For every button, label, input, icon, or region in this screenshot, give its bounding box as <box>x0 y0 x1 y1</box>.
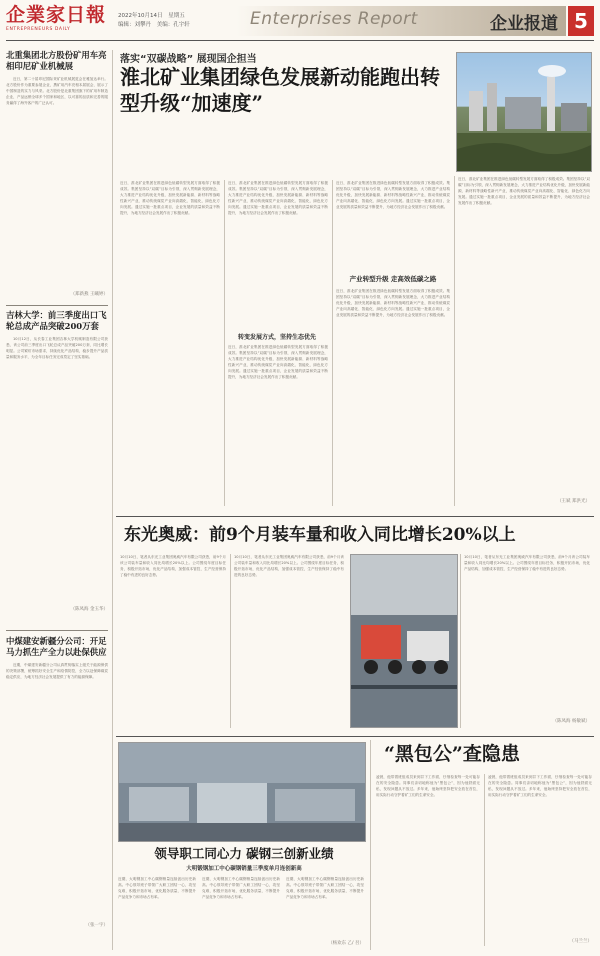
steel-illustration <box>119 743 365 841</box>
issue-date: 2022年10月14日 <box>118 13 163 19</box>
coal-plant-photo <box>456 52 592 172</box>
article-body-col1: 近日，淮北矿业集团在推进绿色低碳转型发展方面取得了积极成效。集团坚持以“双碳”目标为引领，深入贯彻新发展理念，大力推进产业结构优化升级，加快发展新能源、新材料等战略性新兴产业，推动传统煤炭产业向高端化、智能化、绿色化方向发展。通过实施一批重点项目，企业发展的质量和效益不断提升，为地方经济社会发展作出了积极贡献。 <box>120 181 220 215</box>
article-body-col2: 近日，淮北矿业集团在推进绿色低碳转型发展方面取得了积极成效。集团坚持以“双碳”目标为引领，深入贯彻新发展理念，大力推进产业结构优化升级，加快发展新能源、新材料等战略性新兴产业，推动传统煤炭产业向高端化、智能化、绿色化方向发展。通过实施一批重点项目，企业发展的质量和效益不断提升，为地方经济社会发展作出了积极贡献。 <box>228 181 328 215</box>
article-huaibei-ipo <box>6 50 108 300</box>
article-body-col4: 近日，淮北矿业集团在推进绿色低碳转型发展方面取得了积极成效。集团坚持以“双碳”目标为引领，深入贯彻新发展理念，大力推进产业结构优化升级，加快发展新能源、新材料等战略性新兴产业，推动传统煤炭产业向高端化、智能化、绿色化方向发展。通过实施一批重点项目，企业发展的质量和效益不断提升，为地方经济社会发展作出了积极贡献。 <box>458 177 590 205</box>
plant-illustration <box>457 53 591 171</box>
page-number: 5 <box>574 9 588 33</box>
column-divider <box>454 176 455 506</box>
column-divider <box>460 554 461 728</box>
article-jilin <box>6 310 108 625</box>
article-body-col3: 10月10日，笔者从东光工业集团奥威汽车有限公司获悉，前9个月该公司装车量和收入同比均增长20%以上。公司围绕年度目标任务，积极开拓市场，优化产品结构，加强成本管控，生产经营保持了稳中有进的良好态势。 <box>464 555 590 571</box>
article-title: “黑包公”查隐患 <box>384 743 520 765</box>
article-title: 吉林大学：前三季度出口飞轮总成产品突破200万套 <box>6 310 107 331</box>
section-banner <box>236 6 566 36</box>
column-divider <box>230 554 231 728</box>
truck-assembly-photo <box>350 554 458 728</box>
article-title: 东光奥威：前9个月装车量和收入同比增长20%以上 <box>124 525 516 545</box>
article-byline: （王斌 郑洪光） <box>557 499 590 504</box>
article-body-col2: 近期，大明钢加工中心碳钢销量连续创出历史新高。中心领导班子带领广大职工团结一心，攻坚克难，积极开拓市场，优化服务质量，不断提升产品竞争力和市场占有率。 <box>202 877 280 899</box>
masthead-info <box>118 12 228 30</box>
article-kicker: 落实“双碳战略” 展现国企担当 <box>120 54 257 65</box>
article-body-col3b: 近日，淮北矿业集团在推进绿色低碳转型发展方面取得了积极成效。集团坚持以“双碳”目标为引领，深入贯彻新发展理念，大力推进产业结构优化升级，加快发展新能源、新材料等战略性新兴产业，推动传统煤炭产业向高端化、智能化、绿色化方向发展。通过实施一批重点项目，企业发展的质量和效益不断提升，为地方经济社会发展作出了积极贡献。 <box>336 289 450 317</box>
article-title: 领导职工同心力 碳钢三创新业绩 <box>154 846 334 861</box>
article-body-col2: 10月10日，笔者从东光工业集团奥威汽车有限公司获悉，前9个月该公司装车量和收入同比均增长20%以上。公司围绕年度目标任务，积极开拓市场，优化产品结构，加强成本管控，生产经营保持了稳中有进的良好态势。 <box>234 555 344 577</box>
steel-products-photo <box>118 742 366 842</box>
article-subtitle: 大明锻钢加工中心碳钢销量三季度单月连创新高 <box>186 866 302 872</box>
article-body-col3: 近期，大明钢加工中心碳钢销量连续创出历史新高。中心领导班子带领广大职工团结一心，攻坚克难，积极开拓市场，优化服务质量，不断提升产品竞争力和市场占有率。 <box>286 877 364 899</box>
article-byline: （杨欢东 乙/ 吾） <box>328 941 364 946</box>
section-title-cn: 企业报道 <box>490 14 558 34</box>
article-body: 近期，中煤建安新疆分公司认真贯彻落实上级关于能源保供的决策部署，统筹抓好安全生产和疫情防控，全力以赴保障煤炭稳定供应，为地方经济社会发展提供了有力的能源保障。 <box>6 663 108 679</box>
article-byline: （郑新燕 王曦婷） <box>70 292 108 297</box>
masthead-logo <box>6 3 106 35</box>
article-zhongxing <box>6 636 108 948</box>
article-byline: （张一宇） <box>85 923 108 928</box>
designer-credit: 美编：孔宇轩 <box>156 22 190 28</box>
article-dongfeng <box>116 520 594 732</box>
divider <box>116 736 594 737</box>
section-title-en: Enterprises Report <box>250 9 418 29</box>
article-byline: （马兰兰） <box>569 939 592 944</box>
divider <box>116 516 594 517</box>
article-body-col3: 近日，淮北矿业集团在推进绿色低碳转型发展方面取得了积极成效。集团坚持以“双碳”目标为引领，深入贯彻新发展理念，大力推进产业结构优化升级，加快发展新能源、新材料等战略性新兴产业，推动传统煤炭产业向高端化、智能化、绿色化方向发展。通过实施一批重点项目，企业发展的质量和效益不断提升，为地方经济社会发展作出了积极贡献。 <box>336 181 450 209</box>
article-body: 10月12日，从长春工业集团吉林大学机械制造有限公司获悉，该公司前三季度出口飞轮总成产品突破200万套，同比增长明显。公司紧盯市场需求，持续优化产品结构，稳步提升产品质量和服务水平，为全年目标任务完成奠定了坚实基础。 <box>6 337 108 359</box>
page-number-badge <box>568 6 594 36</box>
truck-illustration <box>351 555 457 727</box>
column-divider <box>370 740 371 950</box>
issue-weekday: 星期五 <box>168 13 185 19</box>
article-coal <box>116 48 594 513</box>
article-body-col1: 近期，大明钢加工中心碳钢销量连续创出历史新高。中心领导班子带领广大职工团结一心，攻坚克难，积极开拓市场，优化服务质量，不断提升产品竞争力和市场占有率。 <box>118 877 196 899</box>
logo-main: 企業家日報 <box>6 4 107 26</box>
logo-sub: ENTREPRENEURS DAILY <box>6 27 71 32</box>
column-divider <box>224 180 225 506</box>
masthead-rule <box>6 40 594 41</box>
column-divider <box>112 50 113 950</box>
masthead <box>0 0 600 42</box>
article-byline: （陈凤海 杨敏斌） <box>552 719 590 724</box>
article-title: 北重集团北方股份矿用车亮相印尼矿业机械展 <box>6 50 107 71</box>
section-subhead-1: 产业转型升级 走高效低碳之路 <box>349 275 437 283</box>
article-body-col2b: 近日，淮北矿业集团在推进绿色低碳转型发展方面取得了积极成效。集团坚持以“双碳”目标为引领，深入贯彻新发展理念，大力推进产业结构优化升级，加快发展新能源、新材料等战略性新兴产业，推动传统煤炭产业向高端化、智能化、绿色化方向发展。通过实施一批重点项目，企业发展的质量和效益不断提升，为地方经济社会发展作出了积极贡献。 <box>228 345 328 379</box>
article-byline: （陈凤海 金玉华） <box>70 607 108 612</box>
article-black <box>374 740 594 950</box>
article-body-col1: 凌晨，他带着班组成员来到井下工作面，仔细检查每一处可能存在的安全隐患。同事们亲切地称他为“黑包公”，因为他铁面无私，发现问题从不放过。多年来，他始终坚持把安全放在首位，用实际行动守护着矿工们的生命安全。 <box>376 775 480 797</box>
column-divider <box>332 180 333 506</box>
article-leader <box>116 740 366 950</box>
article-title: 中煤建安新疆分公司：开足马力抓生产全力以赴保供应 <box>6 636 107 657</box>
section-subhead-2: 转变发展方式，坚持生态优先 <box>237 334 316 341</box>
article-body-col2: 凌晨，他带着班组成员来到井下工作面，仔细检查每一处可能存在的安全隐患。同事们亲切地称他为“黑包公”，因为他铁面无私，发现问题从不放过。多年来，他始终坚持把安全放在首位，用实际行动守护着矿工们的生命安全。 <box>488 775 592 797</box>
column-divider <box>484 774 485 946</box>
editor-credit: 编辑：刘攀丹 <box>118 22 152 28</box>
divider <box>6 630 108 631</box>
article-body: 近日，第二十届印尼国际采矿业机械展览会在雅加达举行。北方股份作为重要参展企业，携矿用汽车亮相本届展会，展示了中国制造的实力与风采。北方股份是北重集团旗下的矿用车制造企业，产品远销全球多个国家和地区，以可靠的品质和完善的服务赢得了海外客户的广泛认可。 <box>6 77 108 105</box>
article-title: 淮北矿业集团绿色发展新动能跑出转型升级“加速度” <box>120 65 440 115</box>
divider <box>6 305 108 306</box>
article-body-col1: 10月10日，笔者从东光工业集团奥威汽车有限公司获悉，前9个月该公司装车量和收入同比均增长20%以上。公司围绕年度目标任务，积极开拓市场，优化产品结构，加强成本管控，生产经营保持了稳中有进的良好态势。 <box>120 555 226 577</box>
